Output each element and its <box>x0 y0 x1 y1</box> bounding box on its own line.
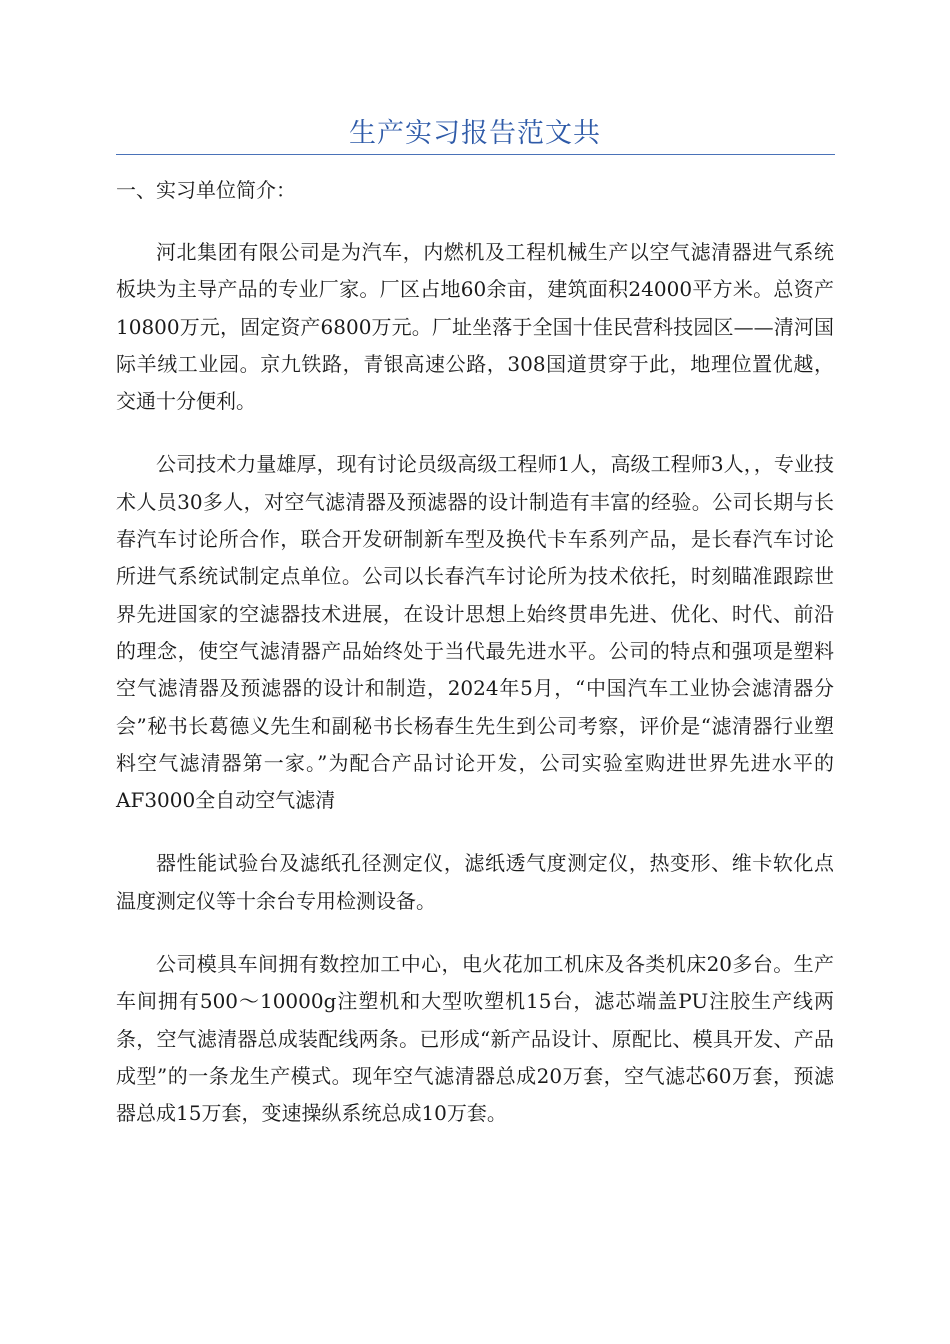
document-title: 生产实习报告范文共 <box>349 118 601 149</box>
paragraph-production-capacity: 公司模具车间拥有数控加工中心，电火花加工机床及各类机床20多台。生产车间拥有500～10000g注塑机和大型吹塑机15台，滤芯端盖PU注胶生产线两条，空气滤清器总成装配线两条。已形成“新产品设计、原配比、模具开发、产品成型”的一条龙生产模式。现年空气滤清器总成20万套，空气滤芯60万套，预滤器总成15万套，变速操纵系统总成10万套。 <box>116 952 834 1126</box>
section-heading: 一、实习单位简介： <box>116 178 296 202</box>
title-underline <box>116 154 835 155</box>
paragraph-company-overview: 河北集团有限公司是为汽车，内燃机及工程机械生产以空气滤清器进气系统板块为主导产品的专业厂家。厂区占地60余亩，建筑面积24000平方米。总资产10800万元，固定资产6800万元。厂址坐落于全国十佳民营科技园区——清河国际羊绒工业园。京九铁路，青银高速公路，308国道贯穿于此，地理位置优越，交通十分便利。 <box>116 240 834 414</box>
paragraph-testing-equipment: 器性能试验台及滤纸孔径测定仪，滤纸透气度测定仪，热变形、维卡软化点温度测定仪等十余台专用检测设备。 <box>116 851 834 913</box>
document-body <box>116 172 834 1159</box>
paragraph-technical-strength: 公司技术力量雄厚，现有讨论员级高级工程师1人，高级工程师3人，，专业技术人员30多人，对空气滤清器及预滤器的设计制造有丰富的经验。公司长期与长春汽车讨论所合作，联合开发研制新车型及换代卡车系列产品，是长春汽车讨论所进气系统试制定点单位。公司以长春汽车讨论所为技术依托，时刻瞄准跟踪世界先进国家的空滤器技术进展，在设计思想上始终贯串先进、优化、时代、前沿的理念，使空气滤清器产品始终处于当代最先进水平。公司的特点和强项是塑料空气滤清器及预滤器的设计和制造，2024年5月，“中国汽车工业协会滤清器分会”秘书长葛德义先生和副秘书长杨春生先生到公司考察，评价是“滤清器行业塑料空气滤清器第一家。”为配合产品讨论开发，公司实验室购进世界先进水平的AF3000全自动空气滤清 <box>116 452 834 813</box>
